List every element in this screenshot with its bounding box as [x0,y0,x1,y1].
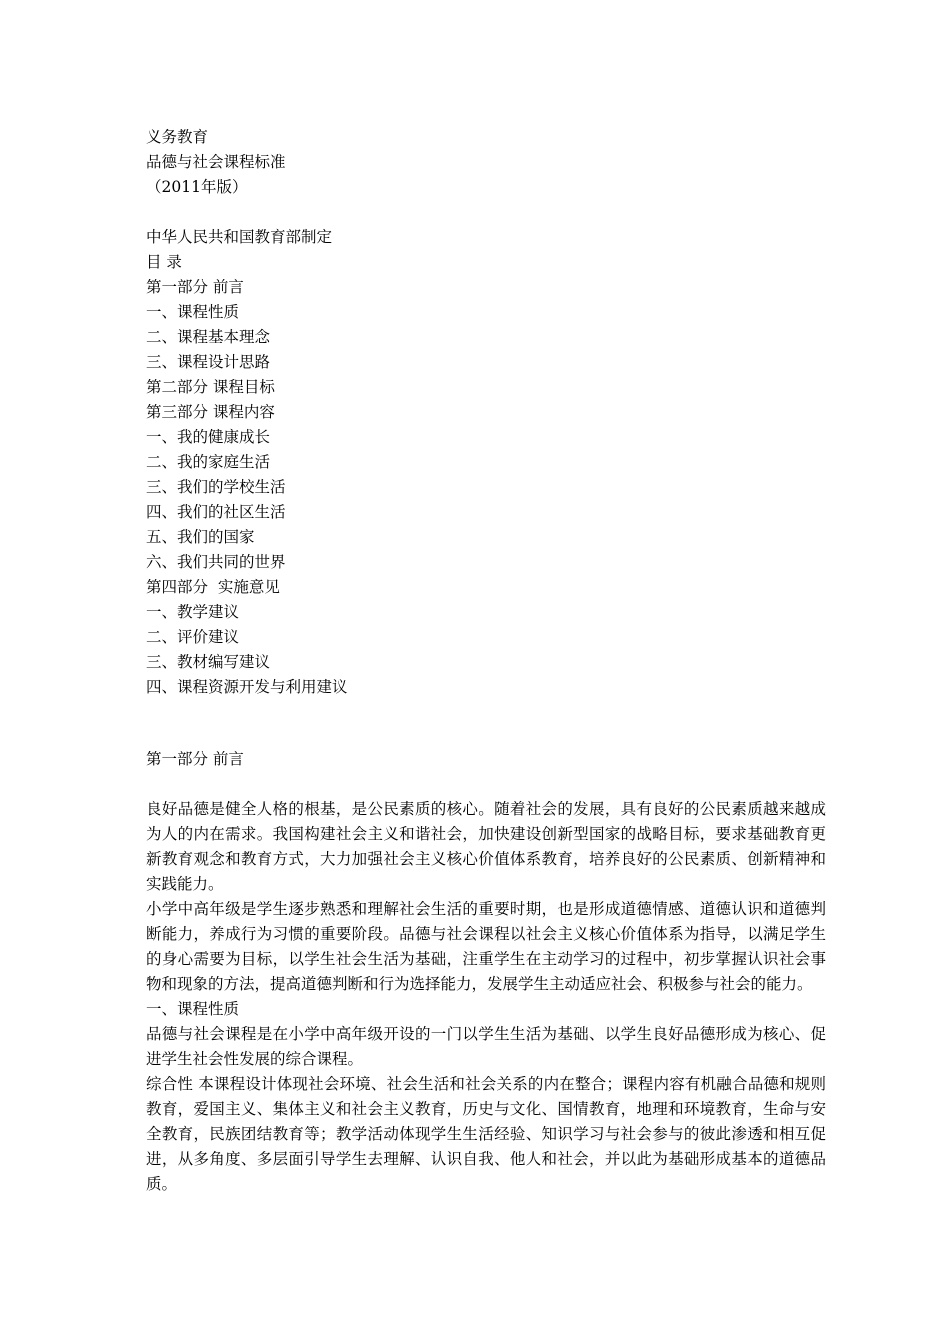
toc-item: 六、我们共同的世界 [146,553,286,571]
toc-item: 三、课程设计思路 [146,353,271,371]
paragraph: 综合性 本课程设计体现社会环境、社会生活和社会关系的内在整合；课程内容有机融合品德和规则教育，爱国主义、集体主义和社会主义教育，历史与文化、国情教育，地理和环境教育，生命与安全教育，民族团结教育等；教学活动体现学生生活经验、知识学习与社会参与的彼此渗透和相互促进，从多角度、多层面引导学生去理解、认识自我、他人和社会，并以此为基础形成基本的道德品质。 [146,1075,826,1193]
toc-item: 四、课程资源开发与利用建议 [146,678,348,696]
toc-item: 第四部分 实施意见 [146,578,280,596]
toc-item: 第三部分 课程内容 [146,403,275,421]
table-of-contents [146,250,348,700]
title-line-3: （2011年版） [146,178,248,196]
toc-item: 第二部分 课程目标 [146,378,275,396]
toc-item: 一、教学建议 [146,603,240,621]
toc-item: 四、我们的社区生活 [146,503,286,521]
toc-item: 一、我的健康成长 [146,428,271,446]
toc-item: 二、我的家庭生活 [146,453,271,471]
publisher-line: 中华人民共和国教育部制定 [146,228,333,246]
subsection-heading: 一、课程性质 [146,1000,240,1018]
title-block [146,125,286,200]
paragraph: 品德与社会课程是在小学中高年级开设的一门以学生生活为基础、以学生良好品德形成为核心、促进学生社会性发展的综合课程。 [146,1025,826,1068]
paragraph: 小学中高年级是学生逐步熟悉和理解社会生活的重要时期，也是形成道德情感、道德认识和道德判断能力，养成行为习惯的重要阶段。品德与社会课程以社会主义核心价值体系为指导，以满足学生的身心需要为目标，以学生社会生活为基础，注重学生在主动学习的过程中，初步掌握认识社会事物和现象的方法，提高道德判断和行为选择能力，发展学生主动适应社会、积极参与社会的能力。 [146,900,826,993]
paragraph: 良好品德是健全人格的根基，是公民素质的核心。随着社会的发展，具有良好的公民素质越来越成为人的内在需求。我国构建社会主义和谐社会，加快建设创新型国家的战略目标，要求基础教育更新教育观念和教育方式，大力加强社会主义核心价值体系教育，培养良好的公民素质、创新精神和实践能力。 [146,800,826,893]
toc-item: 一、课程性质 [146,303,240,321]
title-line-1: 义务教育 [146,128,209,146]
toc-item: 三、我们的学校生活 [146,478,286,496]
toc-item: 三、教材编写建议 [146,653,271,671]
toc-heading: 目 录 [146,253,182,271]
title-line-2: 品德与社会课程标准 [146,153,286,171]
toc-item: 第一部分 前言 [146,278,244,296]
toc-item: 五、我们的国家 [146,528,255,546]
section-heading: 第一部分 前言 [146,750,244,768]
section-body [146,797,826,1197]
toc-item: 二、课程基本理念 [146,328,271,346]
toc-item: 二、评价建议 [146,628,240,646]
